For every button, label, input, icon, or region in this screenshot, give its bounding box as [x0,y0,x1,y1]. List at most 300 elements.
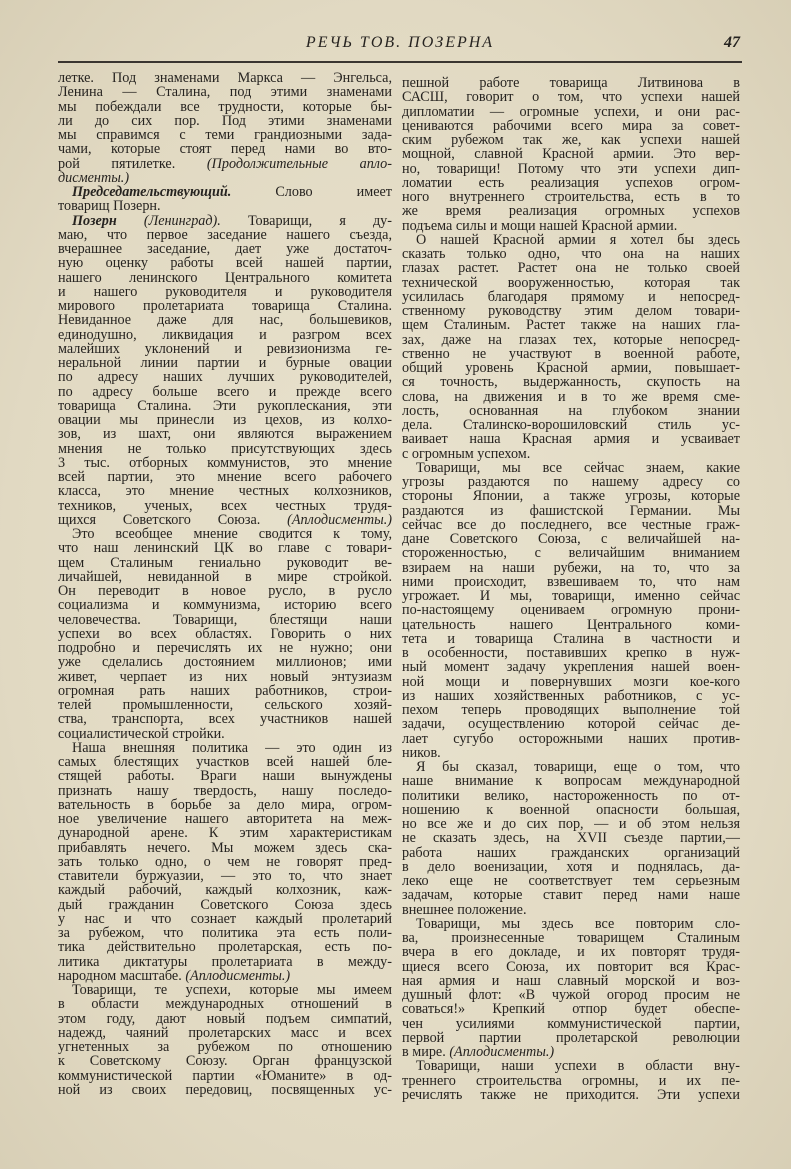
text-run: дане Советского Союза, с величайшей на- [402,531,740,547]
text-run: человечества. Товарищи, блестящи наши [58,611,392,628]
text-line [402,931,740,945]
text-line [402,789,740,803]
text-run: мы побеждали все трудности, которые бы- [58,98,392,115]
text-line [58,256,392,270]
text-run: неральной линии партии и бурные овации [58,355,392,371]
text-run: вчера в его докладе, и их повторят трудя- [402,944,740,961]
text-line [402,1059,740,1073]
text-run: задачам, которые ставит перед нами наше [402,887,740,904]
text-run: Он переводит в новое русло, в русло [58,583,392,599]
text-line [58,926,392,940]
text-line [402,390,740,404]
text-run: признать нашу твердость, нашу последо- [58,782,392,799]
text-line [58,1069,392,1083]
text-run: Я бы сказал, товарищи, еще о том, что [416,759,740,775]
text-run: раздаются из фашистской Германии. Мы [402,502,740,519]
text-line [58,755,392,769]
text-line [58,271,392,285]
text-run: в дело военизации, хотя и поднялась, да- [402,858,740,875]
text-run: зах, даже на глазах тех, которые непосред- [402,331,740,348]
text-run: соваться!» Крепкий отпор будет обеспе- [402,1001,740,1018]
text-line [58,855,392,869]
text-line [58,655,392,669]
text-line [402,1088,740,1102]
text-run: ношению к военной опасности большая, [402,801,740,818]
text-run: овации мы принесли из цехов, из колхо- [58,412,392,428]
text-run: вательность в борьбе за дело мира, огром- [58,796,392,813]
text-run: Товарищи, наши успехи в области вну- [416,1058,740,1075]
text-line [402,760,740,774]
running-head-title: РЕЧЬ ТОВ. ПОЗЕРНА [305,34,495,51]
text-line [58,442,392,456]
text-line [402,190,740,204]
text-line [402,261,740,275]
text-line [402,1074,740,1088]
text-run: щем Сталиным гениально руководит ве- [58,554,392,571]
text-run: за рубежом, что политика эта есть поли- [58,925,392,941]
text-run: товарищ Позерн. [58,198,161,215]
text-line [58,513,392,527]
text-run: стящей работы. Враги наши вынуждены [58,768,392,785]
text-line [58,1054,392,1068]
text-line [402,589,740,603]
text-line [402,418,740,432]
text-run: вчерашнее заседание, дает уже достаточ- [58,241,392,257]
text-line [58,228,392,242]
text-line [402,489,740,503]
text-line [58,898,392,912]
header-rule [58,61,742,63]
text-run: Это всеобщее мнение сводится к тому, [72,526,392,542]
text-run: ный момент задачу укрепления нашей воен- [402,659,740,676]
text-run: щем Сталиным. Растет также на наших гла- [402,317,740,334]
text-line [402,276,740,290]
text-run: товарища Сталина. Эти рукоплескания, эти [58,397,392,414]
text-run: по-настоящему оцениваем огромную прони- [402,602,740,619]
text-line [402,546,740,560]
text-run: пехом теперь проводящих выполнение той [402,702,740,718]
text-run: мнения не только присутствующих здесь [58,440,392,457]
text-run: по адресу наших лучших руководителей, [58,369,392,386]
text-line [58,242,392,256]
text-run: усилилась благодаря прямому и непосред- [402,288,740,305]
text-line [58,641,392,655]
text-line [402,219,740,233]
text-run: живет, черпает из них новый энтузиазм [58,668,392,685]
text-line [402,831,740,845]
text-run: ними происходит, взвешиваем то, что нам [402,573,740,590]
text-run: политики велико, настороженность по от- [402,787,740,804]
text-line [58,342,392,356]
text-line [58,769,392,783]
text-line [58,969,392,983]
text-run: всей партии, это мнение всего рабочего [58,469,392,485]
text-line [58,584,392,598]
text-line [402,746,740,760]
text-run: угнетенных за рубежом по отношению [58,1039,392,1055]
text-line [58,171,392,185]
text-line [402,689,740,703]
text-line [402,204,740,218]
text-line [58,940,392,954]
text-run: наше внимание к вопросам международной [402,773,740,790]
text-line [58,185,392,199]
text-run: Слово имеет [231,184,392,200]
text-run: малейших уклонений и ревизионизма ге- [58,340,392,357]
text-line [402,290,740,304]
text-line [402,447,740,461]
text-run: техников, ученых, всех честных трудя- [58,497,392,514]
text-column-right [402,76,740,1102]
text-run: Товарищи, мы все сейчас знаем, какие [416,459,740,476]
page-number: 47 [724,34,740,51]
text-column-left [58,71,392,1097]
text-run: Наша внешняя политика — это один из [72,739,392,756]
text-run: народном масштабе. [58,967,186,984]
text-line [58,1012,392,1026]
text-run: нашего ленинского Центрального комитета [58,269,392,286]
text-line [402,1002,740,1016]
text-run: социализма и коммунизма, историю всего [58,597,392,614]
text-line [58,385,392,399]
text-run: ства, транспорта, всех участников нашей [58,711,392,728]
text-line [402,233,740,247]
text-line [58,727,392,741]
text-run: речислять также не приходится. Эти успехи [402,1086,740,1103]
text-line [402,361,740,375]
text-line [58,470,392,484]
text-line [58,1083,392,1097]
text-run: пешной работе товарища Литвинова в [402,75,740,91]
text-line [402,90,740,104]
text-run: ственно не участвуют в военной работе, [402,345,740,362]
text-line [402,618,740,632]
speaker-name: Председательствующий. [72,184,232,200]
text-run: первой партии пролетарской революции [402,1029,740,1046]
text-line [402,888,740,902]
text-run: прибавлять нечего. Мы можем здесь ска- [58,839,392,856]
text-line [58,456,392,470]
text-run: но, товарищи! Потому что эти успехи дип- [402,160,740,177]
text-run: мощной, славной Красной армии. Это вер- [402,146,740,163]
text-line [402,1017,740,1031]
text-run: зать только одно, о чем не говорят пред- [58,853,392,870]
text-line [58,698,392,712]
text-line [58,527,392,541]
text-run: лость, основанная на глубоком знании [402,402,740,419]
text-line [58,370,392,384]
text-run: работа наших гражданских организаций [402,844,740,861]
text-line [58,328,392,342]
speaker-name: Позерн [72,212,117,229]
text-line [58,427,392,441]
text-line [58,684,392,698]
text-line [58,114,392,128]
text-run: технической вооруженностью, которая так [402,274,740,291]
text-run: класса, это мнение честных колхозников, [58,483,392,500]
text-run: лает сугубо осторожными наших против- [402,730,740,747]
text-line [58,798,392,812]
text-line [58,85,392,99]
text-run: угрожает. И мы, товарищи, именно сейчас [402,588,740,604]
text-line [58,556,392,570]
text-line [402,461,740,475]
text-line [402,1045,740,1059]
text-run: и нашего руководителя и руководителя [58,283,392,300]
italic-remark: (Аплодисменты.) [287,511,392,528]
text-run: мирового пролетариата товарища Сталина. [58,298,392,314]
text-line [58,313,392,327]
running-head [60,34,740,54]
text-run: стороженностью, с величайшим вниманием [402,545,740,562]
text-run: маю, что первое заседание нашего съезда, [58,226,392,243]
text-line [58,712,392,726]
text-line [58,741,392,755]
text-run: Товарищи, те успехи, которые мы имеем [72,982,392,998]
text-run: ное увеличение нашего авторитета на меж- [58,811,392,827]
text-run: Невиданное даже для нас, большевиков, [58,312,392,329]
text-run: сказать только одно, что она на наших [402,246,740,262]
text-run: стороны Японии, а также угрозы, которые [402,488,740,505]
text-line [402,333,740,347]
text-line [58,100,392,114]
text-run: леко еще не соответствует тем серьезным [402,873,740,889]
text-run: щихся Советского Союза. [58,511,288,528]
text-line [402,561,740,575]
text-line [402,988,740,1002]
text-run: тета и товарища Сталина в частности и [402,630,740,647]
text-line [58,826,392,840]
text-line [402,732,740,746]
text-run: дународной арене. К этим характеристикам [58,825,392,842]
text-run: у нас и что сознает каждый пролетарий [58,910,392,927]
text-run: щиеся всего Союза, их повторит вся Крас- [402,958,740,975]
text-line [58,499,392,513]
text-run: ва, произнесенные товарищем Сталиным [402,930,740,946]
text-run: по адресу больше всего и прежде всего [58,383,392,400]
text-run: личайшей, невиданной в мире стройкой. [58,568,392,585]
text-run: ную оценку работы всей нашей партии, [58,255,392,272]
text-line [58,356,392,370]
text-line [58,955,392,969]
text-run: ная армия и наш славный морской и воз- [402,972,740,989]
text-line [402,532,740,546]
text-run: ственному руководству этим делом товари- [402,303,740,319]
text-run: подъема силы и мощи нашей Красной армии. [402,217,678,234]
text-run: цательность нашего Центрального коми- [402,616,740,633]
text-line [402,304,740,318]
italic-remark: (Аплодисменты.) [185,967,291,984]
text-run: в мире. [402,1044,450,1060]
text-run: глазах растет. Растет она не только своей [402,260,740,277]
text-run: летке. Под знаменами Маркса — Энгельса, [58,70,392,86]
text-line [402,945,740,959]
text-run: успехи во всех областях. Говорить о них [58,625,392,642]
text-line [58,214,392,228]
text-run: социалистической стройки. [58,725,225,742]
text-line [58,570,392,584]
text-line [402,347,740,361]
text-line [402,646,740,660]
text-line [402,133,740,147]
text-run: коммунистической партии «Юманите» в од- [58,1067,392,1084]
text-run: ся точность, выдержанность, скупость на [402,374,740,391]
text-line [58,285,392,299]
text-run: ломатии есть реализация успехов огром- [402,174,740,191]
text-run: ного внутреннего строительства, есть в то [402,189,740,205]
text-line [58,883,392,897]
text-line [58,484,392,498]
text-line [402,632,740,646]
text-line [402,162,740,176]
text-run: ников. [402,744,441,761]
text-run: Ленина — Сталина, под этими знаменами [58,84,392,101]
text-run: в особенности, поставивших крепко в нуж- [402,645,740,661]
text-line [58,841,392,855]
text-run: 3 тыс. отборных коммунистов, это мнение [58,454,392,471]
text-run: что наш ленинский ЦК во главе с товари- [58,540,392,557]
text-run: единодушно, ликвидация и разгром всех [58,326,392,343]
text-line [402,432,740,446]
text-run: надежд, чаяний пролетарских масс и всех [58,1024,392,1041]
text-run: внешнее положение. [402,901,527,918]
text-line [402,974,740,988]
text-run: слова, на движения и в то же время сме- [402,388,740,405]
text-line [402,803,740,817]
text-line [58,299,392,313]
text-line [402,660,740,674]
text-line [402,76,740,90]
text-run: Товарищи, я ду- [220,212,392,229]
text-run: угрозы раздаются по нашему адресу со [402,474,740,490]
text-run: треннего строительства огромны, и их пе- [402,1072,740,1089]
text-line [402,603,740,617]
text-line [402,903,740,917]
italic-remark: (Аплодисменты.) [449,1044,555,1060]
text-line [58,399,392,413]
text-line [402,575,740,589]
italic-remark: дисменты.) [58,169,130,186]
text-line [402,318,740,332]
text-line [58,71,392,85]
text-line [58,869,392,883]
text-run: дипломатии — огромные успехи, и они рас- [402,103,740,120]
text-line [58,541,392,555]
italic-remark: (Продолжительные апло- [206,155,392,172]
text-run: дый гражданин Советского Союза здесь [58,896,392,913]
text-line [58,613,392,627]
text-run: сейчас все до последнего, все честные граж- [402,516,740,533]
text-line [58,157,392,171]
text-line [402,504,740,518]
text-run: из наших хозяйственных работников, с ус- [402,687,740,704]
text-line [402,703,740,717]
text-run: задачи, осуществлению которой сейчас де- [402,716,740,733]
text-line [402,817,740,831]
text-line [58,1026,392,1040]
text-line [58,670,392,684]
text-line [402,247,740,261]
text-run: взираем на наши рубежи, на то, что за [402,559,740,576]
text-run: этом году, дают новый подъем симпатий, [58,1010,392,1027]
text-run: самых блестящих участков всей нашей бле- [58,754,392,770]
text-line [402,176,740,190]
text-line [58,199,392,213]
text-run: ставители буржуазии, — это то, что знает [58,868,392,884]
text-run: литика диктатуры пролетариата в между- [58,953,392,970]
text-line [402,774,740,788]
text-line [402,675,740,689]
text-run: ной мощи и повернувших мозги кое-кого [402,673,740,690]
text-line [58,627,392,641]
text-run: рой пятилетке. [58,155,207,172]
text-run: ли до сих пор. Под этими знаменами [58,112,392,129]
text-line [58,812,392,826]
text-line [402,147,740,161]
text-line [402,375,740,389]
text-run: тика действительно пролетарская, есть по- [58,939,392,956]
text-line [402,917,740,931]
text-line [58,784,392,798]
text-run: уже сделались достоянием миллионов; ими [58,654,392,671]
text-run: цениваются рабочими всего мира за совет- [402,117,740,134]
text-run: с огромным успехом. [402,445,531,462]
text-line [58,983,392,997]
text-line [402,717,740,731]
text-line [58,912,392,926]
text-run: чами, которые стоят перед нами во вто- [58,141,392,158]
text-line [402,860,740,874]
text-line [402,960,740,974]
text-run: душный флот: «В чужой огород просим не [402,987,740,1003]
text-line [58,598,392,612]
text-run: но все же и до сих пор, — и об этом нельзя [402,816,740,832]
text-line [58,128,392,142]
text-run: телей промышленности, сельского хозяй- [58,697,392,713]
text-line [58,1040,392,1054]
text-run: в области международных отношений в [58,996,392,1013]
text-line [58,997,392,1011]
text-run: огромная рать наших работников, строи- [58,682,392,699]
text-run: не сказать здесь, на XVII съезде партии,— [402,830,740,847]
text-line [402,119,740,133]
text-line [58,413,392,427]
text-line [402,518,740,532]
text-line [402,404,740,418]
text-line [402,105,740,119]
text-line [402,475,740,489]
text-run: подробно и перечислять их не нужно; они [58,640,392,656]
text-run: ским рубежом так же, как успехи нашей [402,132,740,148]
text-run: же время реализация огромных успехов [402,203,740,220]
text-run: Товарищи, мы здесь все повторим сло- [416,915,740,932]
text-run: ваивает наша Красная армия и усваивает [402,431,740,448]
text-run: ной из своих передовиц, посвященных ус- [58,1081,392,1098]
text-run: к Советскому Союзу. Орган французской [58,1053,392,1070]
text-run: чен усилиями коммунистической партии, [402,1015,740,1032]
text-line [402,1031,740,1045]
italic-remark: (Ленинград). [143,212,221,229]
text-line [402,846,740,860]
text-run: зов, из шахт, они являются выражением [58,426,392,443]
text-run: общий уровень Красной армии, повышает- [402,360,740,376]
text-run: О нашей Красной армии я хотел бы здесь [416,231,740,248]
text-run: САСШ, говорит о том, что успехи нашей [402,89,740,106]
text-run: мы справимся с теми грандиозными зада- [58,127,392,143]
text-run: каждый рабочий, каждый колхозник, каж- [58,882,392,899]
text-run: дела. Сталинско-ворошиловский стиль ус- [402,417,740,433]
text-line [402,874,740,888]
